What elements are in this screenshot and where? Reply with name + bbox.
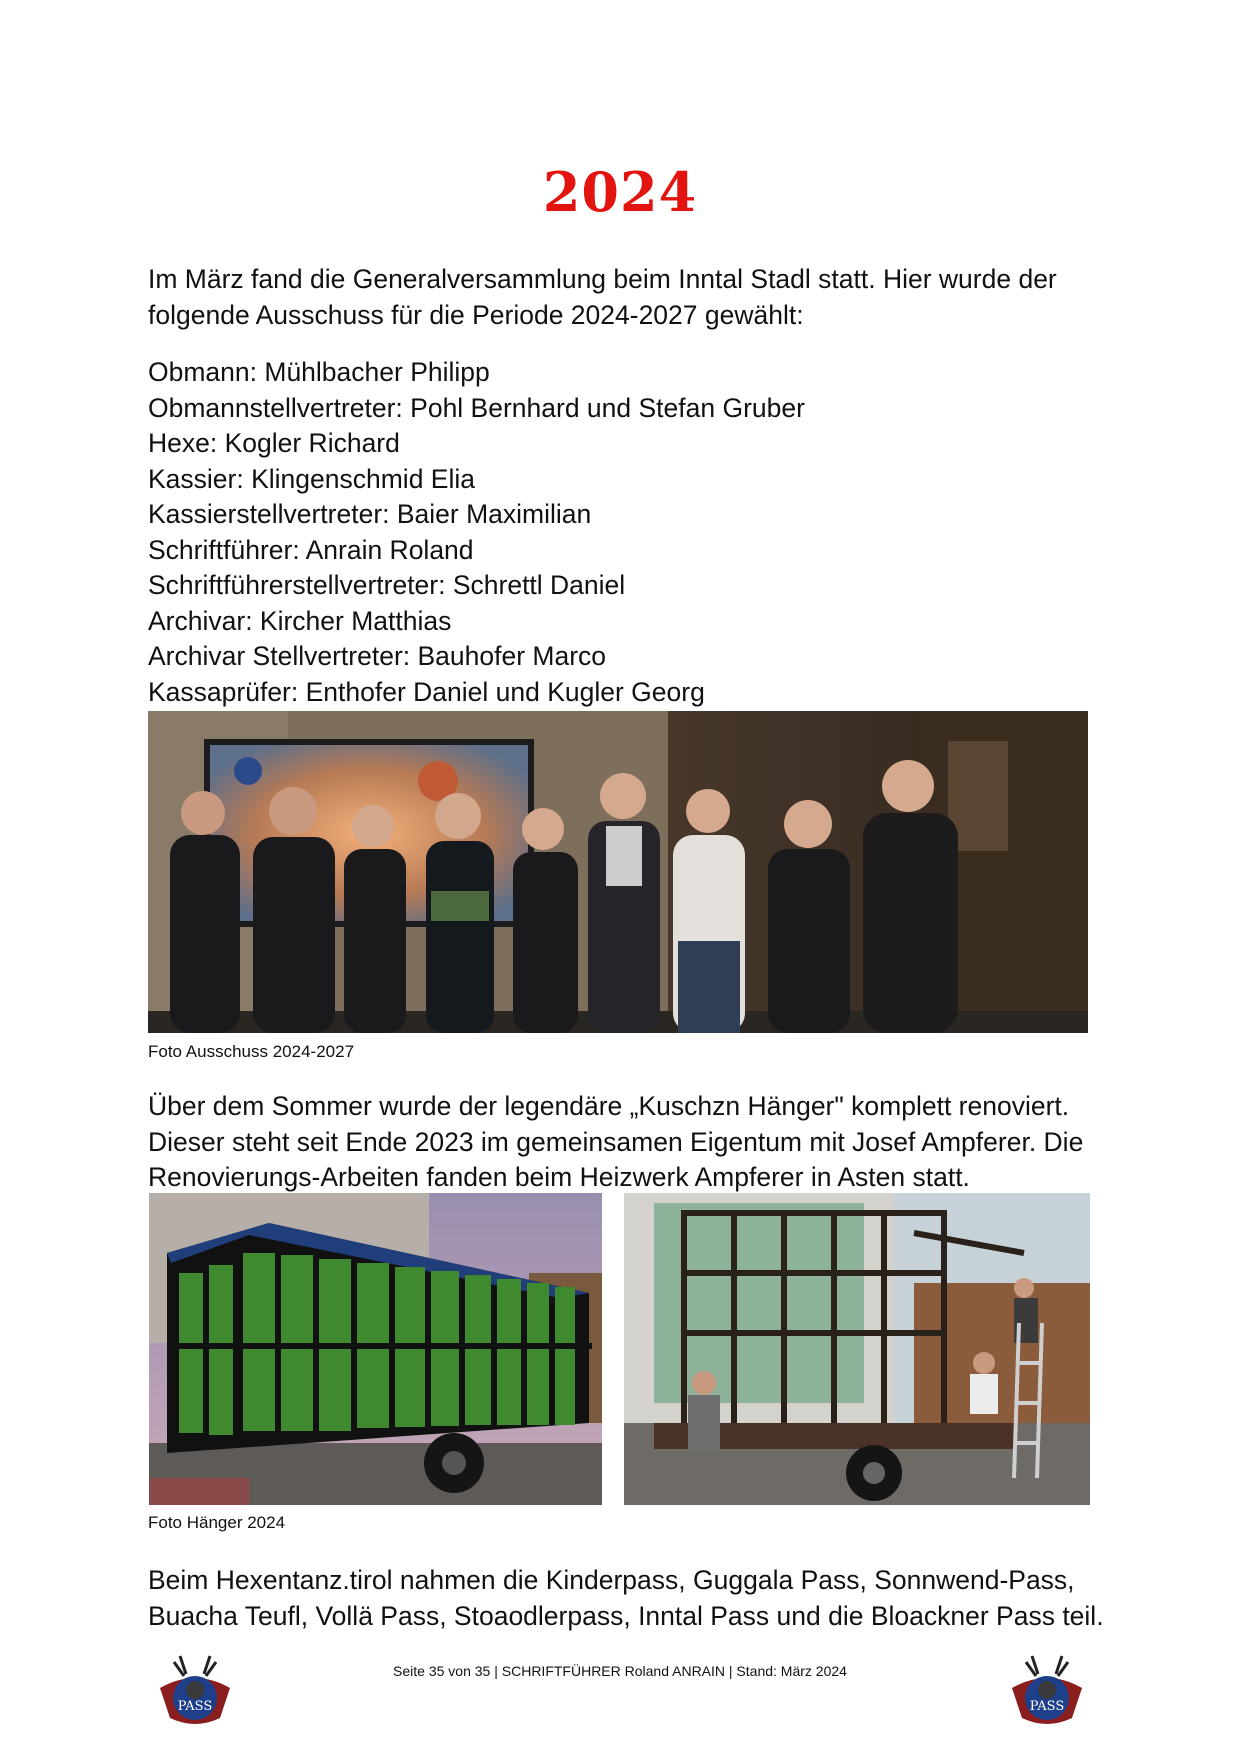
svg-text:PASS: PASS: [1029, 1699, 1065, 1714]
text-line: Im März fand die Generalversammlung beim Inntal Stadl statt. Hier wurde der: [148, 264, 1057, 294]
trailer-photo-caption: Foto Hänger 2024: [148, 1513, 286, 1532]
committee-photo-caption: Foto Ausschuss 2024-2027: [148, 1042, 355, 1061]
committee-group-photo: [148, 711, 1088, 1033]
hexentanz-paragraph: [148, 1563, 1108, 1634]
club-logo-left: [150, 1648, 240, 1738]
year-heading: 2024: [542, 160, 698, 224]
committee-item: Archivar Stellvertreter: Bauhofer Marco: [148, 641, 607, 671]
committee-item: Schriftführerstellvertreter: Schrettl Daniel: [148, 570, 626, 600]
intro-paragraph: [148, 262, 1108, 333]
committee-item: Obmann: Mühlbacher Philipp: [148, 357, 490, 387]
committee-item: Archivar: Kircher Matthias: [148, 605, 452, 636]
text-line: folgende Ausschuss für die Periode 2024-2027 gewählt:: [148, 299, 804, 330]
committee-item: Kassierstellvertreter: Baier Maximilian: [148, 499, 592, 529]
page-footer: Seite 35 von 35 | SCHRIFTFÜHRER Roland ANRAIN | Stand: März 2024: [393, 1663, 847, 1679]
trailer-renovation-work-photo: [624, 1193, 1090, 1505]
committee-item: Obmannstellvertreter: Pohl Bernhard und Stefan Gruber: [148, 392, 805, 423]
trailer-renovated-photo: [149, 1193, 602, 1505]
committee-item: Schriftführer: Anrain Roland: [148, 534, 474, 565]
text-line: Über dem Sommer wurde der legendäre „Kuschzn Hänger" komplett renoviert.: [148, 1091, 1070, 1121]
committee-item: Hexe: Kogler Richard: [148, 428, 400, 458]
text-line: Dieser steht seit Ende 2023 im gemeinsamen Eigentum mit Josef Ampferer. Die: [148, 1126, 1084, 1157]
committee-item: Kassier: Klingenschmid Elia: [148, 463, 475, 494]
committee-item: Kassaprüfer: Enthofer Daniel und Kugler Georg: [148, 676, 705, 707]
text-line: Renovierungs-Arbeiten fanden beim Heizwerk Ampferer in Asten statt.: [148, 1162, 970, 1192]
text-line: Beim Hexentanz.tirol nahmen die Kinderpass, Guggala Pass, Sonnwend-Pass,: [148, 1565, 1075, 1595]
club-logo-right: [1002, 1648, 1092, 1738]
text-line: Buacha Teufl, Vollä Pass, Stoaodlerpass, Inntal Pass und die Bloackner Pass teil.: [148, 1600, 1104, 1631]
svg-text:PASS: PASS: [177, 1699, 213, 1714]
committee-list: [148, 355, 1108, 710]
trailer-paragraph: [148, 1089, 1108, 1196]
